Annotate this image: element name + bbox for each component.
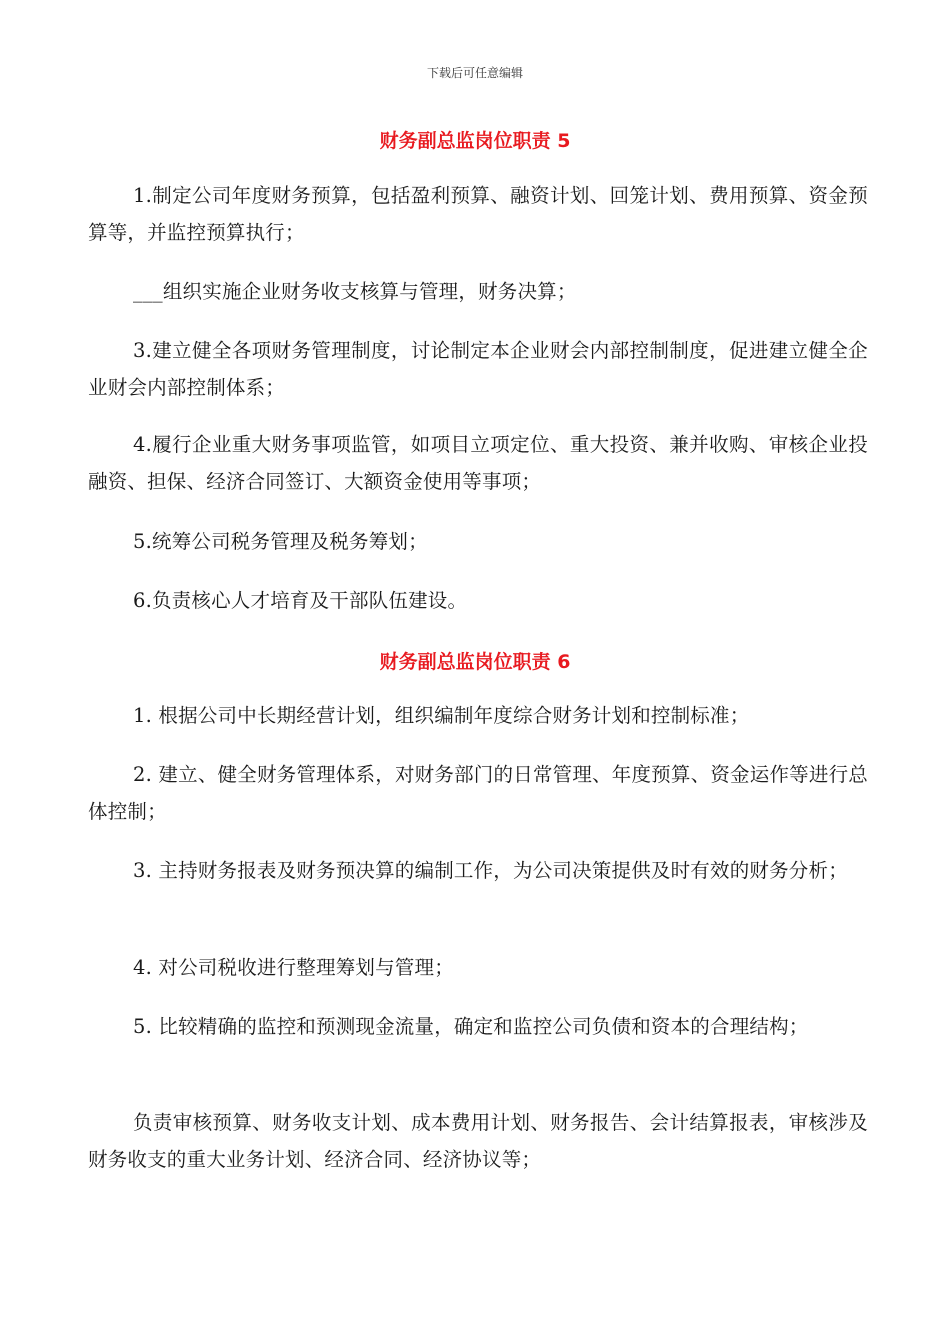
duty-paragraph: 3.建立健全各项财务管理制度，讨论制定本企业财会内部控制制度，促进建立健全企业财会内部控制体系； [88,339,868,399]
section-title-5: 财务副总监岗位职责 5 [379,130,571,152]
duty-paragraph: 4.履行企业重大财务事项监管，如项目立项定位、重大投资、兼并收购、审核企业投融资、担保、经济合同签订、大额资金使用等事项； [88,433,868,493]
duty-paragraph: 6.负责核心人才培育及干部队伍建设。 [133,589,468,612]
duty-paragraph: 1. 根据公司中长期经营计划，组织编制年度综合财务计划和控制标准； [133,704,750,727]
duty-paragraph: 负责审核预算、财务收支计划、成本费用计划、财务报告、会计结算报表，审核涉及财务收支的重大业务计划、经济合同、经济协议等； [88,1111,868,1171]
section-title-6: 财务副总监岗位职责 6 [379,651,571,673]
duty-paragraph: 1.制定公司年度财务预算，包括盈利预算、融资计划、回笼计划、费用预算、资金预算等，并监控预算执行； [88,184,868,244]
duty-paragraph: 4. 对公司税收进行整理筹划与管理； [133,956,454,979]
duty-paragraph: 3. 主持财务报表及财务预决算的编制工作，为公司决策提供及时有效的财务分析； [133,859,848,882]
duty-paragraph: 2. 建立、健全财务管理体系，对财务部门的日常管理、年度预算、资金运作等进行总体控制； [88,763,868,823]
header-note: 下载后可任意编辑 [426,66,523,80]
duty-paragraph: 5. 比较精确的监控和预测现金流量，确定和监控公司负债和资本的合理结构； [133,1015,809,1038]
duty-paragraph: ___组织实施企业财务收支核算与管理，财务决算； [133,280,577,303]
duty-paragraph: 5.统筹公司税务管理及税务筹划； [133,530,428,553]
